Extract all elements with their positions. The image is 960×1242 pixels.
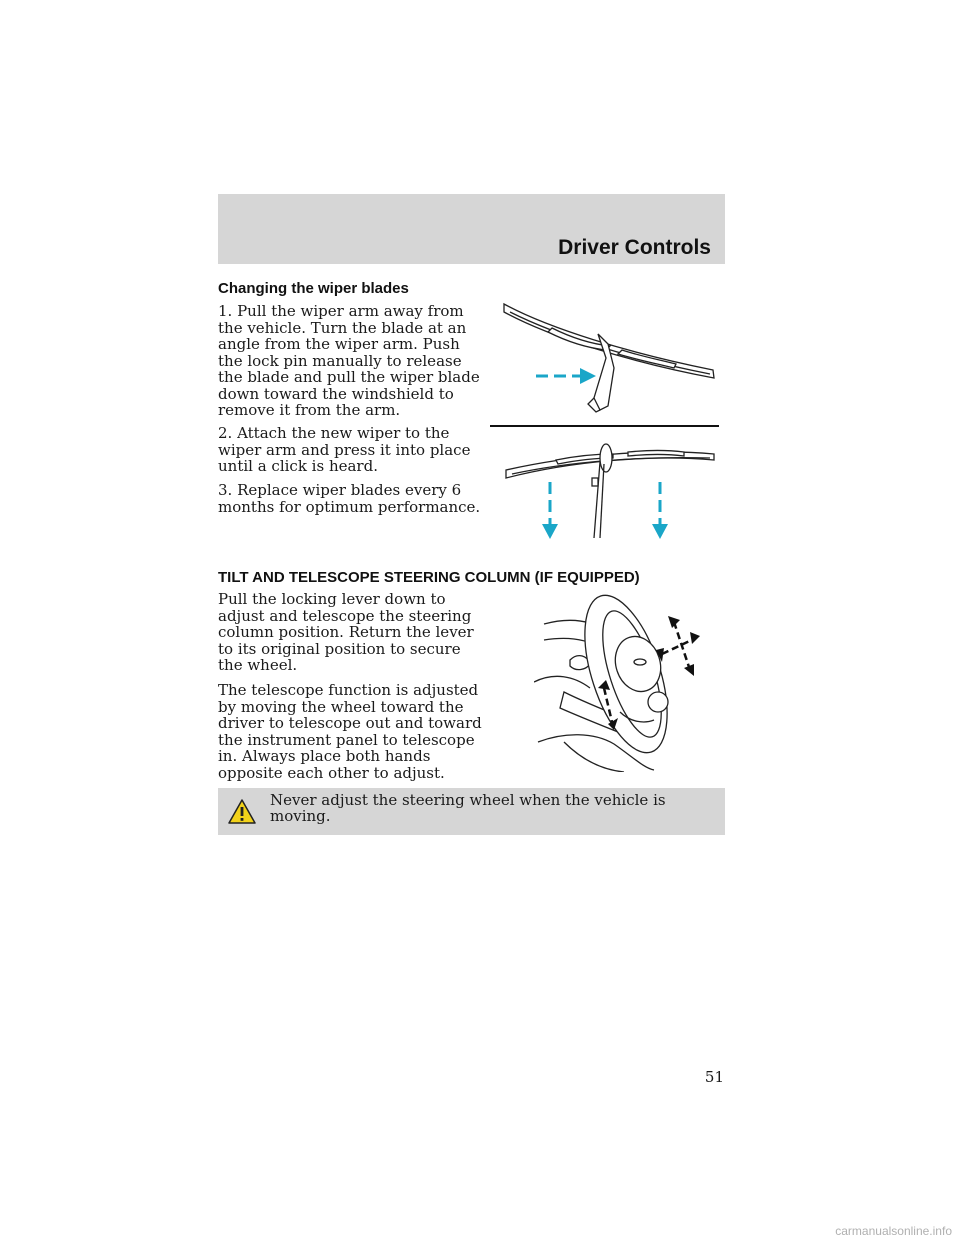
section-header-band	[218, 194, 725, 264]
steering-paragraph-1: Pull the locking lever down to adjust and telescope the steering column position. Return the lever to its original position to secure the wheel.	[218, 590, 474, 674]
steering-wheel-illustration	[534, 592, 714, 772]
footer-watermark: carmanualsonline.info	[835, 1224, 952, 1238]
wiper-step-2: 2. Attach the new wiper to the wiper arm and press it into place until a click is heard.	[218, 424, 471, 475]
wiper-step-1: 1. Pull the wiper arm away from the vehicle. Turn the blade at an angle from the wiper arm. Push the lock pin manually to release the blade and pull the wiper blade down toward the windshield to remove it from the arm.	[218, 302, 480, 419]
page-number: 51	[704, 1068, 724, 1086]
warning-box	[218, 788, 725, 835]
steering-paragraph-2: The telescope function is adjusted by moving the wheel toward the driver to telescope out and toward the instrument panel to telescope in. Always place both hands opposite each other to adjust.	[218, 681, 482, 782]
steering-heading: TILT AND TELESCOPE STEERING COLUMN (IF EQUIPPED)	[218, 569, 640, 586]
warning-text: Never adjust the steering wheel when the vehicle is moving.	[270, 791, 666, 825]
section-title: Driver Controls	[558, 236, 711, 259]
wiper-blade-illustration	[488, 298, 723, 543]
wiper-step-3: 3. Replace wiper blades every 6 months for optimum performance.	[218, 481, 481, 516]
warning-triangle-icon	[227, 798, 257, 825]
wiper-heading: Changing the wiper blades	[218, 280, 409, 297]
